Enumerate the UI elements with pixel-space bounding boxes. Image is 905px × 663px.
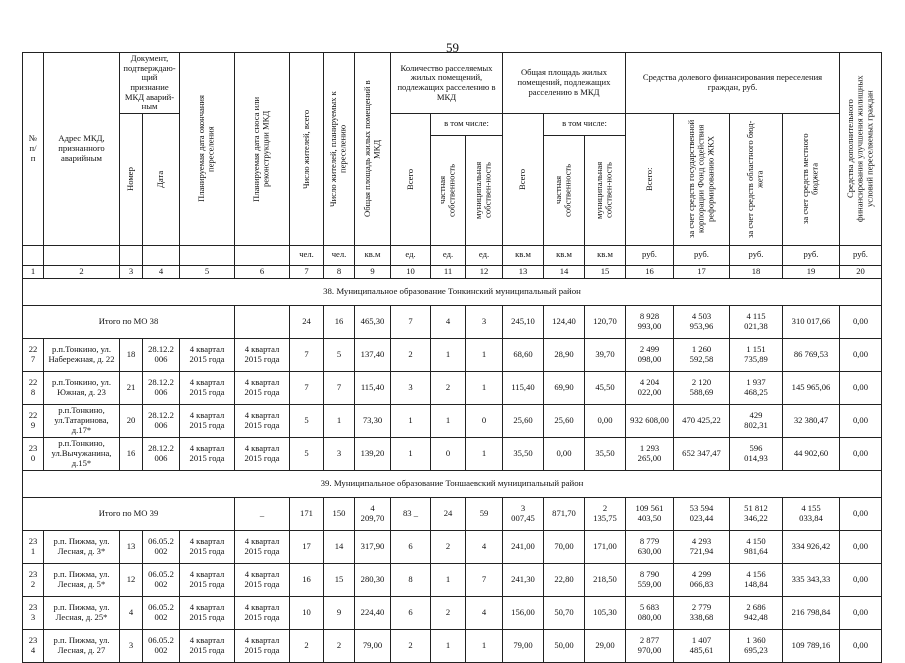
col-header-planned-demolition: Планируемая дата сноса или реконструкции МКД — [251, 96, 271, 202]
row-value: 1 293 265,00 — [626, 437, 674, 470]
row-planned-end: 4 квартал 2015 года — [180, 371, 235, 404]
section-total-value: 53 594 023,44 — [674, 497, 730, 530]
row-value: 1 — [466, 629, 503, 662]
section-total-value: 24 — [431, 497, 466, 530]
row-value: 3 — [391, 371, 431, 404]
col-header-residents-planned: Число жителей, планируемых к переселению — [328, 91, 348, 207]
row-address: р.п. Пижма, ул. Лесная, д. 27 — [44, 629, 120, 662]
row-doc-number: 4 — [120, 596, 143, 629]
column-number: 10 — [391, 265, 431, 278]
row-value: 1 — [391, 437, 431, 470]
row-no: 22 8 — [23, 371, 44, 404]
column-number: 11 — [431, 265, 466, 278]
row-no: 22 7 — [23, 338, 44, 371]
section-total-value: 4 209,70 — [355, 497, 391, 530]
unit-cell: руб. — [674, 245, 730, 265]
row-value: 32 380,47 — [783, 404, 840, 437]
column-number: 4 — [143, 265, 180, 278]
section-total-value: 310 017,66 — [783, 305, 840, 338]
row-value: 1 — [431, 338, 466, 371]
column-number: 7 — [290, 265, 324, 278]
unit-cell: чел. — [324, 245, 355, 265]
row-value: 35,50 — [585, 437, 626, 470]
row-no: 23 3 — [23, 596, 44, 629]
row-planned-demolition: 4 квартал 2015 года — [235, 596, 290, 629]
section-total-value: 120,70 — [585, 305, 626, 338]
row-value: 241,00 — [503, 530, 544, 563]
row-value: 8 779 630,00 — [626, 530, 674, 563]
row-doc-number: 18 — [120, 338, 143, 371]
row-planned-end: 4 квартал 2015 года — [180, 596, 235, 629]
row-value: 139,20 — [355, 437, 391, 470]
row-value: 6 — [391, 596, 431, 629]
resettlement-table — [22, 52, 882, 663]
unit-cell: кв.м — [585, 245, 626, 265]
row-value: 0 — [466, 404, 503, 437]
row-value: 29,00 — [585, 629, 626, 662]
col-header-area-municipal: муниципальная собствен-ность — [594, 161, 614, 219]
unit-cell: руб. — [783, 245, 840, 265]
row-doc-date: 06.05.2 002 — [143, 530, 180, 563]
col-header-funding: Средства долевого финансирования переселения граждан, руб. — [626, 53, 840, 114]
row-value: 0,00 — [840, 629, 882, 662]
section-total-value: 465,30 — [355, 305, 391, 338]
row-value: 79,00 — [355, 629, 391, 662]
col-header-rooms-municipal: муниципальная собствен-ность — [473, 161, 493, 219]
row-doc-date: 06.05.2 002 — [143, 629, 180, 662]
col-header-planned-end: Планируемая дата окончания переселения — [196, 95, 216, 203]
section-total-value: 59 — [466, 497, 503, 530]
column-number: 15 — [585, 265, 626, 278]
column-number: 17 — [674, 265, 730, 278]
row-value: 69,90 — [544, 371, 585, 404]
section-total-label: Итого по МО 38 — [23, 305, 235, 338]
row-planned-demolition: 4 квартал 2015 года — [235, 338, 290, 371]
row-value: 932 608,00 — [626, 404, 674, 437]
row-value: 429 802,31 — [730, 404, 783, 437]
section-total-value: 124,40 — [544, 305, 585, 338]
row-value: 4 — [466, 530, 503, 563]
row-value: 0,00 — [840, 404, 882, 437]
row-value: 14 — [324, 530, 355, 563]
section-title: 39. Муниципальное образование Тоншаевский муниципальный район — [23, 470, 882, 497]
section-title: 38. Муниципальное образование Тонкинский муниципальный район — [23, 278, 882, 305]
row-doc-date: 06.05.2 002 — [143, 596, 180, 629]
row-value: 0,00 — [544, 437, 585, 470]
row-value: 218,50 — [585, 563, 626, 596]
unit-cell: ед. — [431, 245, 466, 265]
page-number: 59 — [446, 40, 459, 55]
section-total-value: 24 — [290, 305, 324, 338]
row-value: 224,40 — [355, 596, 391, 629]
row-value: 1 — [466, 338, 503, 371]
row-doc-number: 12 — [120, 563, 143, 596]
row-value: 4 150 981,64 — [730, 530, 783, 563]
section-total-value: 4 503 953,96 — [674, 305, 730, 338]
table-row — [23, 596, 882, 629]
row-value: 0,00 — [840, 563, 882, 596]
section-total-value: 4 — [431, 305, 466, 338]
row-value: 8 — [391, 563, 431, 596]
row-value: 0,00 — [840, 530, 882, 563]
col-header-residents-total: Число жителей, всего — [300, 109, 311, 189]
section-total-value: 109 561 403,50 — [626, 497, 674, 530]
section-total-value: 16 — [324, 305, 355, 338]
col-header-date: Дата — [155, 170, 166, 188]
row-planned-end: 4 квартал 2015 года — [180, 338, 235, 371]
row-value: 16 — [290, 563, 324, 596]
row-value: 50,70 — [544, 596, 585, 629]
row-address: р.п. Пижма, ул. Лесная, д. 25* — [44, 596, 120, 629]
table-row — [23, 338, 882, 371]
section-total-value: 51 812 346,22 — [730, 497, 783, 530]
column-number: 19 — [783, 265, 840, 278]
row-value: 335 343,33 — [783, 563, 840, 596]
column-number: 18 — [730, 265, 783, 278]
row-value: 216 798,84 — [783, 596, 840, 629]
column-number: 20 — [840, 265, 882, 278]
row-value: 7 — [290, 338, 324, 371]
row-value: 4 299 066,83 — [674, 563, 730, 596]
section-total-value: 7 — [391, 305, 431, 338]
row-doc-date: 06.05.2 002 — [143, 563, 180, 596]
row-value: 9 — [324, 596, 355, 629]
section-total-value: 2 135,75 — [585, 497, 626, 530]
section-total-value: 83 _ — [391, 497, 431, 530]
col-header-document: Документ, подтверждаю-щий признание МКД аварий-ным — [120, 53, 180, 114]
row-value: 4 — [466, 596, 503, 629]
row-value: 0,00 — [840, 437, 882, 470]
row-value: 3 — [324, 437, 355, 470]
col-header-no: № п/ п — [23, 53, 44, 246]
row-value: 0,00 — [585, 404, 626, 437]
row-value: 1 — [466, 437, 503, 470]
row-planned-demolition: 4 квартал 2015 года — [235, 563, 290, 596]
column-number: 3 — [120, 265, 143, 278]
col-header-funding-total: Всего: — [643, 167, 654, 191]
column-number: 16 — [626, 265, 674, 278]
row-value: 470 425,22 — [674, 404, 730, 437]
row-value: 45,50 — [585, 371, 626, 404]
unit-cell: ед. — [391, 245, 431, 265]
row-value: 44 902,60 — [783, 437, 840, 470]
row-address: р.п. Пижма, ул. Лесная, д. 3* — [44, 530, 120, 563]
row-value: 39,70 — [585, 338, 626, 371]
col-header-area-private: частная собственность — [553, 163, 573, 217]
row-value: 0,00 — [840, 596, 882, 629]
row-value: 25,60 — [544, 404, 585, 437]
row-planned-end: 4 квартал 2015 года — [180, 629, 235, 662]
row-value: 1 — [431, 629, 466, 662]
row-value: 2 — [324, 629, 355, 662]
unit-cell: руб. — [840, 245, 882, 265]
row-value: 280,30 — [355, 563, 391, 596]
row-planned-end: 4 квартал 2015 года — [180, 437, 235, 470]
row-value: 241,30 — [503, 563, 544, 596]
col-header-area-incl: в том числе: — [544, 113, 626, 135]
row-value: 596 014,93 — [730, 437, 783, 470]
row-value: 1 937 468,25 — [730, 371, 783, 404]
row-doc-number: 20 — [120, 404, 143, 437]
col-header-rooms-total: Всего — [404, 168, 415, 190]
row-address: р.п.Тонкино, ул.Вычужанина, д.15* — [44, 437, 120, 470]
row-planned-demolition: 4 квартал 2015 года — [235, 371, 290, 404]
row-value: 105,30 — [585, 596, 626, 629]
column-number: 14 — [544, 265, 585, 278]
column-number: 8 — [324, 265, 355, 278]
row-value: 17 — [290, 530, 324, 563]
row-value: 1 — [324, 404, 355, 437]
row-value: 5 — [290, 404, 324, 437]
row-value: 68,60 — [503, 338, 544, 371]
row-planned-demolition: 4 квартал 2015 года — [235, 404, 290, 437]
row-value: 137,40 — [355, 338, 391, 371]
col-header-number: Номер — [125, 167, 136, 192]
row-value: 1 — [431, 563, 466, 596]
unit-cell: чел. — [290, 245, 324, 265]
section-total-mark: _ — [235, 497, 290, 530]
row-address: р.п.Тонкино, ул. Набережная, д. 22 — [44, 338, 120, 371]
row-value: 2 877 970,00 — [626, 629, 674, 662]
row-value: 0,00 — [840, 371, 882, 404]
row-value: 2 — [290, 629, 324, 662]
col-header-local: за счет средств местного бюджета — [800, 133, 820, 225]
row-value: 73,30 — [355, 404, 391, 437]
row-value: 2 779 338,68 — [674, 596, 730, 629]
col-header-additional: Средства дополнительного финансирования улучшения жилищных условий переселяемых граждан — [845, 75, 875, 223]
table-row — [23, 437, 882, 470]
row-value: 1 407 485,61 — [674, 629, 730, 662]
row-doc-date: 28.12.2 006 — [143, 338, 180, 371]
unit-cell: кв.м — [544, 245, 585, 265]
row-doc-number: 16 — [120, 437, 143, 470]
col-header-area-total: Всего — [517, 168, 528, 190]
row-no: 23 0 — [23, 437, 44, 470]
row-value: 10 — [290, 596, 324, 629]
row-planned-demolition: 4 квартал 2015 года — [235, 437, 290, 470]
row-value: 2 — [431, 596, 466, 629]
column-number: 13 — [503, 265, 544, 278]
column-number: 6 — [235, 265, 290, 278]
section-total-value: 8 928 993,00 — [626, 305, 674, 338]
unit-cell: кв.м — [503, 245, 544, 265]
row-value: 22,80 — [544, 563, 585, 596]
row-value: 8 790 559,00 — [626, 563, 674, 596]
row-doc-date: 28.12.2 006 — [143, 371, 180, 404]
row-value: 86 769,53 — [783, 338, 840, 371]
section-total-value: 4 115 021,38 — [730, 305, 783, 338]
row-value: 1 — [431, 404, 466, 437]
row-value: 15 — [324, 563, 355, 596]
table-row — [23, 629, 882, 662]
row-value: 0 — [431, 437, 466, 470]
row-value: 2 499 098,00 — [626, 338, 674, 371]
row-value: 1 151 735,89 — [730, 338, 783, 371]
row-address: р.п.Тонкино, ул.Татаринова, д.17* — [44, 404, 120, 437]
row-value: 7 — [466, 563, 503, 596]
row-no: 22 9 — [23, 404, 44, 437]
section-total-value: 3 — [466, 305, 503, 338]
row-planned-demolition: 4 квартал 2015 года — [235, 530, 290, 563]
row-value: 7 — [290, 371, 324, 404]
row-address: р.п.Тонкино, ул. Южная, д. 23 — [44, 371, 120, 404]
section-total-label: Итого по МО 39 — [23, 497, 235, 530]
row-value: 25,60 — [503, 404, 544, 437]
row-value: 6 — [391, 530, 431, 563]
table-row — [23, 404, 882, 437]
row-doc-number: 21 — [120, 371, 143, 404]
col-header-regional: за счет средств областного бюд-жета — [745, 120, 765, 238]
row-planned-end: 4 квартал 2015 года — [180, 530, 235, 563]
row-value: 50,00 — [544, 629, 585, 662]
row-value: 145 965,06 — [783, 371, 840, 404]
row-value: 2 — [431, 371, 466, 404]
section-total-value: 871,70 — [544, 497, 585, 530]
col-header-rooms-incl: в том числе: — [431, 113, 503, 135]
unit-cell: кв.м — [355, 245, 391, 265]
row-value: 2 120 588,69 — [674, 371, 730, 404]
row-value: 5 — [290, 437, 324, 470]
table-row — [23, 530, 882, 563]
table-row — [23, 371, 882, 404]
row-value: 4 204 022,00 — [626, 371, 674, 404]
section-total-value: 3 007,45 — [503, 497, 544, 530]
row-no: 23 4 — [23, 629, 44, 662]
col-header-address: Адрес МКД, признанного аварийным — [44, 53, 120, 246]
column-number: 1 — [23, 265, 44, 278]
row-planned-end: 4 квартал 2015 года — [180, 404, 235, 437]
row-value: 156,00 — [503, 596, 544, 629]
row-value: 70,00 — [544, 530, 585, 563]
col-header-rooms-count: Количество расселяемых жилых помещений, подлежащих расселению в МКД — [391, 53, 503, 114]
unit-cell: руб. — [626, 245, 674, 265]
row-value: 2 686 942,48 — [730, 596, 783, 629]
row-value: 115,40 — [355, 371, 391, 404]
row-value: 115,40 — [503, 371, 544, 404]
row-value: 2 — [391, 338, 431, 371]
row-value: 171,00 — [585, 530, 626, 563]
row-value: 334 926,42 — [783, 530, 840, 563]
column-number: 5 — [180, 265, 235, 278]
unit-cell: ед. — [466, 245, 503, 265]
row-value: 2 — [431, 530, 466, 563]
row-value: 4 156 148,84 — [730, 563, 783, 596]
row-planned-end: 4 квартал 2015 года — [180, 563, 235, 596]
row-value: 1 360 695,23 — [730, 629, 783, 662]
section-total-value: 4 155 033,84 — [783, 497, 840, 530]
row-value: 1 — [391, 404, 431, 437]
row-value: 5 — [324, 338, 355, 371]
row-value: 2 — [391, 629, 431, 662]
col-header-total-area: Общая площадь жилых помещений в МКД — [361, 80, 382, 218]
row-value: 35,50 — [503, 437, 544, 470]
column-number: 12 — [466, 265, 503, 278]
row-value: 1 — [466, 371, 503, 404]
row-value: 109 789,16 — [783, 629, 840, 662]
unit-cell: руб. — [730, 245, 783, 265]
row-value: 652 347,47 — [674, 437, 730, 470]
row-doc-date: 28.12.2 006 — [143, 437, 180, 470]
row-value: 0,00 — [840, 338, 882, 371]
col-header-rooms-private: частная собственность — [437, 163, 457, 217]
col-header-fund: за счет средств государственной корпорации Фонд содействия реформированию ЖКХ — [686, 120, 716, 239]
row-doc-number: 3 — [120, 629, 143, 662]
row-value: 7 — [324, 371, 355, 404]
table-row — [23, 563, 882, 596]
row-value: 5 683 080,00 — [626, 596, 674, 629]
row-value: 4 293 721,94 — [674, 530, 730, 563]
section-total-value: 171 — [290, 497, 324, 530]
column-number: 2 — [44, 265, 120, 278]
row-value: 79,00 — [503, 629, 544, 662]
section-total-mark — [235, 305, 290, 338]
row-value: 1 260 592,58 — [674, 338, 730, 371]
column-number: 9 — [355, 265, 391, 278]
col-header-rooms-area: Общая площадь жилых помещений, подлежащих расселению в МКД — [503, 53, 626, 114]
row-doc-date: 28.12.2 006 — [143, 404, 180, 437]
row-no: 23 1 — [23, 530, 44, 563]
section-total-value: 0,00 — [840, 305, 882, 338]
section-total-value: 245,10 — [503, 305, 544, 338]
section-total-value: 0,00 — [840, 497, 882, 530]
row-doc-number: 13 — [120, 530, 143, 563]
row-no: 23 2 — [23, 563, 44, 596]
row-value: 317,90 — [355, 530, 391, 563]
section-total-value: 150 — [324, 497, 355, 530]
row-address: р.п. Пижма, ул. Лесная, д. 5* — [44, 563, 120, 596]
row-value: 28,90 — [544, 338, 585, 371]
row-planned-demolition: 4 квартал 2015 года — [235, 629, 290, 662]
